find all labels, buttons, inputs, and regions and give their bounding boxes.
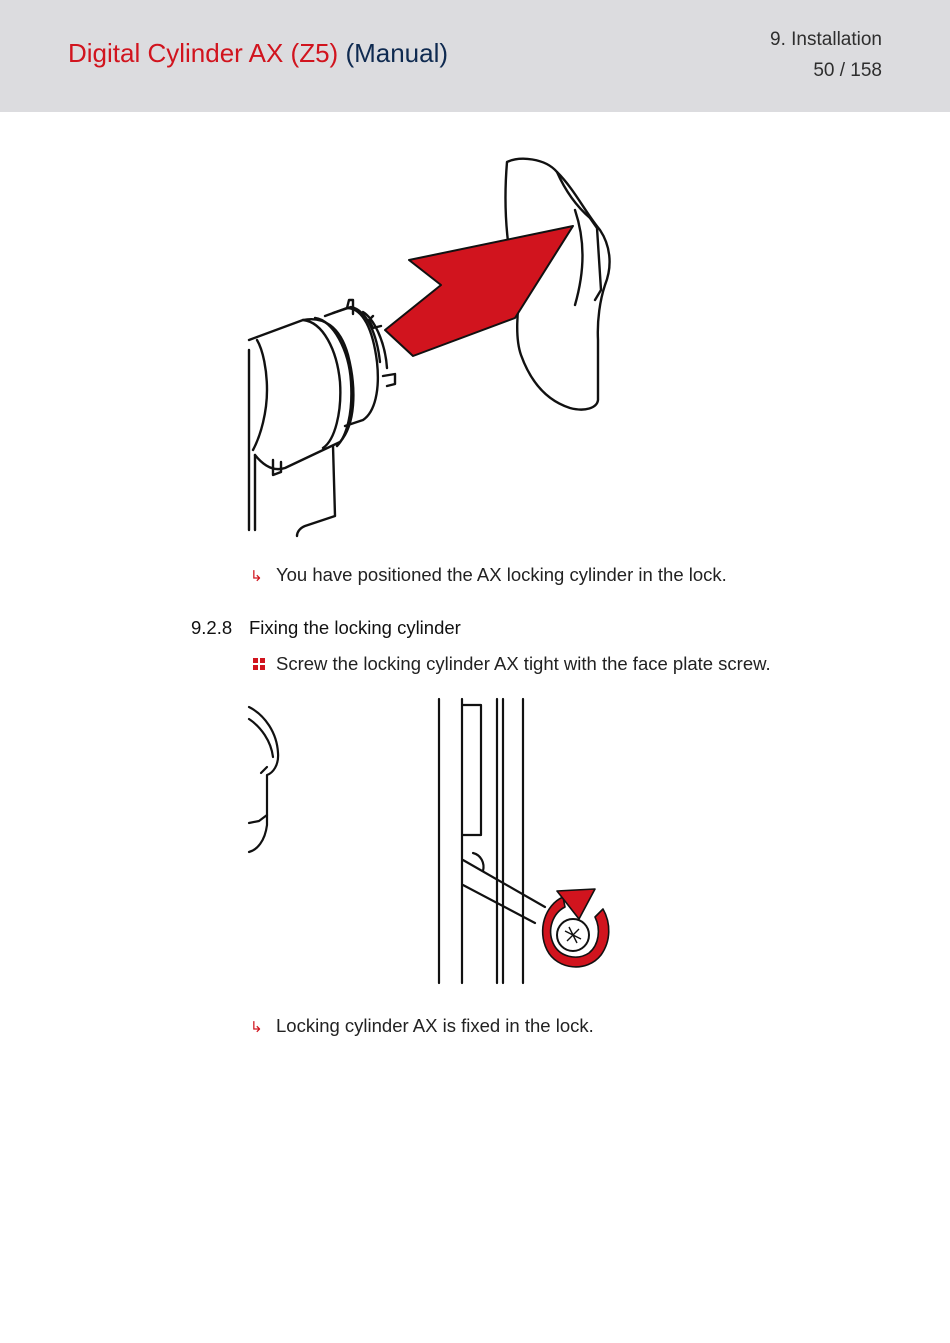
document-title xyxy=(68,38,448,69)
step-text: Screw the locking cylinder AX tight with the face plate screw. xyxy=(276,653,771,674)
step-line xyxy=(253,653,771,675)
section-title: Fixing the locking cylinder xyxy=(249,617,461,638)
document-title-suffix: (Manual) xyxy=(345,38,449,68)
document-title-brand: Digital Cylinder AX (Z5) xyxy=(68,38,339,68)
page-header xyxy=(0,0,950,112)
step-bullet-icon xyxy=(253,658,265,670)
result-text: You have positioned the AX locking cylinder in the lock. xyxy=(276,564,727,585)
page-number: 50 / 158 xyxy=(813,60,882,81)
cylinder-insert-illustration xyxy=(245,150,625,540)
face-plate-screw-illustration xyxy=(245,695,625,990)
result-text: Locking cylinder AX is fixed in the lock. xyxy=(276,1015,594,1036)
result-arrow-icon: ↳ xyxy=(250,1019,263,1036)
chapter-label: 9. Installation xyxy=(770,29,882,50)
result-line-2 xyxy=(250,1015,594,1037)
section-number: 9.2.8 xyxy=(191,617,233,638)
result-line-1 xyxy=(250,564,727,586)
result-arrow-icon: ↳ xyxy=(250,568,263,585)
